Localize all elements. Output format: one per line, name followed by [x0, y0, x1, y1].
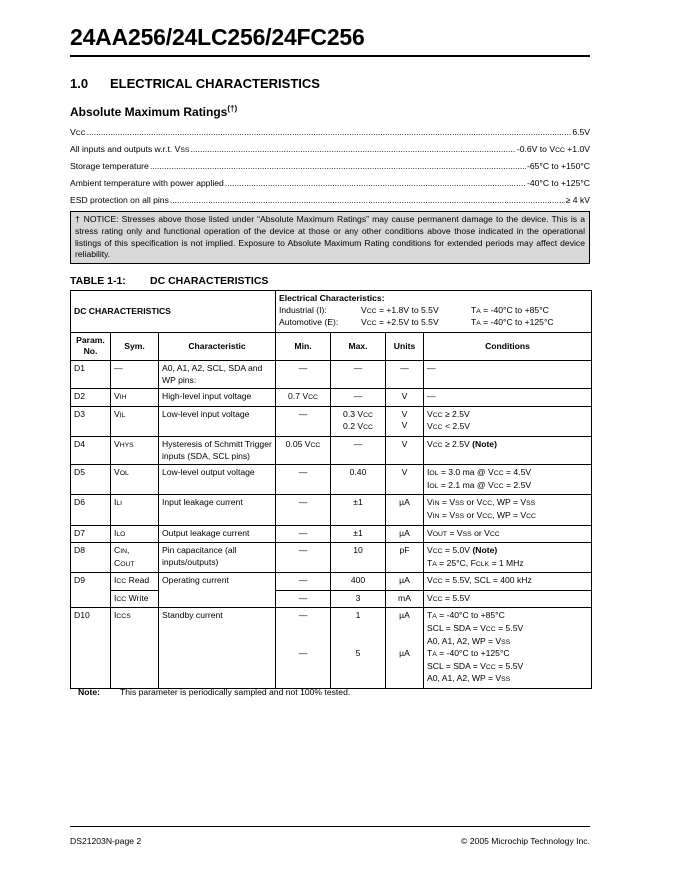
rating-row-storage: [70, 161, 590, 171]
column-header-row: [71, 332, 592, 360]
rating-value: -0.6V to VCC +1.0V: [516, 144, 590, 154]
table-header-row: [71, 291, 592, 333]
leader-dots: [150, 161, 526, 171]
rating-value: 6.5V: [572, 127, 590, 137]
col-max: Max.: [331, 332, 386, 360]
table-row: ICC Write — 3 mA VCC = 5.5V: [71, 590, 592, 608]
rating-label: VCC: [70, 127, 86, 137]
table-row: D1 — A0, A1, A2, SCL, SDA and WP pins: — — — —: [71, 360, 592, 388]
table-row: D4 VHYS Hysteresis of Schmitt Trigger inputs (SDA, SCL pins) 0.05 VCC — V VCC ≥ 2.5V (Note): [71, 436, 592, 464]
table-row: D10 ICCS Standby current — — 1 5 µA µA TA = -40°C to +85°C SCL = SDA = VCC = 5.5V A0, A1, A2, WP = VSS TA = -40°C to +125°C SCL = SDA = VCC = 5.5V A0, A1, A2, WP = VSS: [71, 608, 592, 689]
col-units: Units: [386, 332, 424, 360]
table-row: D2 VIH High-level input voltage 0.7 VCC — V —: [71, 389, 592, 407]
rating-label: ESD protection on all pins: [70, 195, 169, 205]
table-row: D9 ICC Read Operating current — 400 µA VCC = 5.5V, SCL = 400 kHz: [71, 573, 592, 591]
leader-dots: [225, 178, 526, 188]
electrical-characteristics-cell: Electrical Characteristics: Industrial (I): VCC = +1.8V to 5.5V TA = -40°C to +85°C Automotive (E): VCC = +2.5V to 5.5V TA = -40°C to +125°C: [276, 291, 592, 333]
table-row: D5 VOL Low-level output voltage — 0.40 V IOL = 3.0 ma @ VCC = 4.5V IOL = 2.1 ma @ VCC = 2.5V: [71, 465, 592, 495]
col-sym: Sym.: [111, 332, 159, 360]
section-number: 1.0: [70, 76, 89, 91]
col-conditions: Conditions: [424, 332, 592, 360]
rating-label: Storage temperature: [70, 161, 149, 171]
section-title: ELECTRICAL CHARACTERISTICS: [110, 76, 320, 91]
dc-header: DC CHARACTERISTICS: [71, 291, 276, 333]
notice-box: † NOTICE: Stresses above those listed under “Absolute Maximum Ratings” may cause permanent damage to the device. This is a stress rating only and functional operation of the device at those or any other conditions above those indicated in the operational listings of this specification is not implied. Exposure to Absolute Maximum Rating conditions for extended periods may affect device reliability.: [70, 211, 590, 264]
table-row: D3 VIL Low-level input voltage — 0.3 VCC 0.2 VCC V V VCC ≥ 2.5V VCC < 2.5V: [71, 406, 592, 436]
table-row: D7 ILO Output leakage current — ±1 µA VOUT = VSS or VCC: [71, 525, 592, 543]
col-min: Min.: [276, 332, 331, 360]
table-note: [78, 687, 350, 697]
table-title: DC CHARACTERISTICS: [150, 275, 269, 287]
rating-row-vcc: [70, 127, 590, 137]
title-rule: [70, 55, 590, 57]
table-row: D6 ILI Input leakage current — ±1 µA VIN = VSS or VCC, WP = VSS VIN = VSS or VCC, WP = VCC: [71, 495, 592, 525]
document-title: 24AA256/24LC256/24FC256: [70, 24, 365, 50]
footer-page-id: DS21203N-page 2: [70, 836, 142, 846]
leader-dots: [87, 127, 572, 137]
rating-label: All inputs and outputs w.r.t. VSS: [70, 144, 190, 154]
leader-dots: [170, 195, 565, 205]
abs-max-heading-text: Absolute Maximum Ratings: [70, 105, 228, 119]
rating-value: -65°C to +150°C: [526, 161, 590, 171]
dc-characteristics-table: [70, 290, 592, 689]
leader-dots: [190, 144, 515, 154]
footer-rule: [70, 826, 590, 827]
col-param: Param. No.: [71, 332, 111, 360]
table-row: D8 CIN, COUT Pin capacitance (all inputs/outputs) — 10 pF VCC = 5.0V (Note) TA = 25°C, FCLK = 1 MHz: [71, 543, 592, 573]
rating-row-esd: [70, 195, 590, 205]
section-heading: [70, 76, 320, 91]
table-label: TABLE 1-1:: [70, 275, 126, 287]
table-caption: [70, 275, 268, 287]
note-label: Note:: [78, 687, 100, 697]
note-text: This parameter is periodically sampled and not 100% tested.: [120, 687, 351, 697]
col-char: Characteristic: [159, 332, 276, 360]
rating-row-inputs: [70, 144, 590, 154]
rating-label: Ambient temperature with power applied: [70, 178, 224, 188]
rating-value: -40°C to +125°C: [526, 178, 590, 188]
rating-row-ambient: [70, 178, 590, 188]
rating-value: ≥ 4 kV: [565, 195, 590, 205]
footer-copyright: © 2005 Microchip Technology Inc.: [461, 836, 590, 846]
abs-max-heading: [70, 104, 237, 119]
abs-max-heading-dagger: (†): [227, 104, 238, 113]
